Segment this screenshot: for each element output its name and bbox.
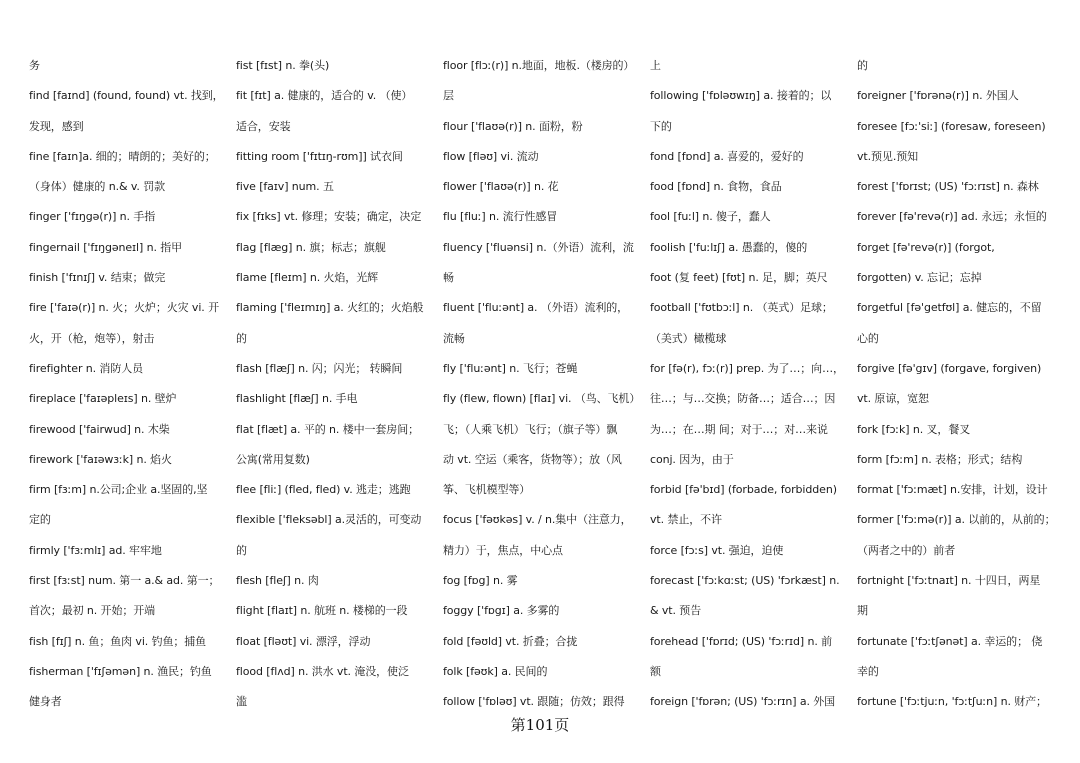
entry-line: 的 — [857, 59, 868, 72]
entry-line: 期 — [857, 604, 868, 618]
entry-line: & vt. 预告 — [650, 604, 702, 618]
entry-line: 务 — [29, 59, 40, 72]
entry-line: follow ['fɒləʊ] vt. 跟随；仿效；跟得 — [443, 695, 625, 709]
entry-line: 心的 — [857, 331, 879, 345]
entry-line: firework ['faɪəwɜːk] n. 焰火 — [29, 452, 172, 466]
entry-line: （身体）健康的 n.& v. 罚款 — [29, 180, 165, 194]
entry-line: five [faɪv] num. 五 — [236, 180, 334, 194]
entry-line: 定的 — [29, 513, 51, 527]
entry-line: form [fɔːm] n. 表格；形式；结构 — [857, 452, 1023, 466]
entry-line: flu [fluː] n. 流行性感冒 — [443, 210, 558, 224]
entry-line: 飞；（人乘飞机）飞行；（旗子等）飘 — [443, 422, 618, 436]
entry-line: forever [fə'revə(r)] ad. 永远；永恒的 — [857, 210, 1047, 224]
entry-line: 的 — [236, 331, 247, 345]
entry-line: flower ['flaʊə(r)] n. 花 — [443, 180, 559, 194]
entry-line: forest ['fɒrɪst; (US) 'fɔːrɪst] n. 森林 — [857, 180, 1039, 194]
entry-line: finger ['fɪŋgə(r)] n. 手指 — [29, 210, 156, 224]
entry-line: 往…；与…交换；防备…；适合…；因 — [650, 392, 836, 406]
entry-line: forbid [fə'bɪd] (forbade, forbidden) — [650, 483, 837, 497]
entry-line: 的 — [236, 543, 247, 557]
entry-line: fond [fɒnd] a. 喜爱的，爱好的 — [650, 149, 804, 163]
entry-line: firefighter n. 消防人员 — [29, 361, 144, 375]
entry-line: fix [fɪks] vt. 修理；安装；确定，决定 — [236, 210, 422, 224]
entry-line: 上 — [650, 59, 661, 72]
entry-line: 下的 — [650, 119, 672, 133]
vocab-column-4 — [650, 51, 857, 718]
entry-line: 筝、飞机模型等） — [443, 483, 531, 497]
entry-line: forehead ['fɒrɪd; (US) 'fɔːrɪd] n. 前 — [650, 634, 833, 648]
entry-line: focus ['fəʊkəs] v. / n.集中（注意力， — [443, 513, 632, 527]
entry-line: fisherman ['fɪʃəmən] n. 渔民；钓鱼 — [29, 664, 212, 678]
vocab-column-1 — [29, 51, 236, 718]
entry-line: firm [fɜːm] n.公司;企业 a.坚固的,坚 — [29, 483, 208, 497]
entry-line: floor [flɔː(r)] n.地面，地板.（楼房的） — [443, 59, 635, 72]
entry-line: flour ['flaʊə(r)] n. 面粉，粉 — [443, 119, 583, 133]
entry-line: first [fɜːst] num. 第一 a.& ad. 第一； — [29, 574, 220, 588]
entry-line: 层 — [443, 89, 454, 103]
entry-line: flash [flæʃ] n. 闪；闪光； 转瞬间 — [236, 361, 403, 375]
entry-line: 健身者 — [29, 695, 62, 709]
entry-line: foolish ['fuːlɪʃ] a. 愚蠢的，傻的 — [650, 240, 808, 254]
entry-line: forgotten) v. 忘记；忘掉 — [857, 271, 982, 285]
entry-line: fortunate ['fɔːtʃənət] a. 幸运的； 侥 — [857, 634, 1043, 648]
entry-line: fortnight ['fɔːtnaɪt] n. 十四日，两星 — [857, 574, 1041, 588]
entry-line: float [fləʊt] vi. 漂浮，浮动 — [236, 634, 371, 648]
entry-line: （美式）橄榄球 — [650, 331, 727, 345]
entry-line: firmly ['fɜːmlɪ] ad. 牢牢地 — [29, 543, 162, 557]
entry-line: fork [fɔːk] n. 叉，餐叉 — [857, 422, 971, 436]
entry-line: football ['fʊtbɔːl] n. （英式）足球； — [650, 301, 833, 315]
vocab-column-3 — [443, 51, 650, 718]
entry-line: 火，开（枪，炮等），射击 — [29, 331, 155, 345]
entry-line: 精力）于，焦点，中心点 — [443, 543, 563, 557]
entry-line: （两者之中的）前者 — [857, 543, 956, 557]
entry-line: flashlight [flæʃ] n. 手电 — [236, 392, 358, 406]
page-number: 第101页 — [510, 716, 570, 734]
entry-line: flat [flæt] a. 平的 n. 楼中一套房间； — [236, 422, 419, 436]
entry-line: fluent ['fluːənt] a. （外语）流利的， — [443, 301, 629, 315]
entry-line: food [fɒnd] n. 食物，食品 — [650, 180, 782, 194]
entry-line: 适合，安装 — [236, 119, 291, 133]
entry-line: flow [fləʊ] vi. 流动 — [443, 149, 539, 163]
entry-line: for [fə(r), fɔː(r)] prep. 为了…；向…， — [650, 361, 844, 375]
vocab-column-2 — [236, 51, 443, 718]
entry-line: foreigner ['fɒrənə(r)] n. 外国人 — [857, 89, 1019, 103]
entry-line: forecast ['fɔːkɑːst; (US) 'fɔrkæst] n. — [650, 574, 840, 588]
entry-line: flight [flaɪt] n. 航班 n. 楼梯的一段 — [236, 604, 408, 618]
entry-line: former ['fɔːmə(r)] a. 以前的，从前的； — [857, 513, 1056, 527]
entry-line: 动 vt. 空运（乘客，货物等）；放（风 — [443, 452, 622, 466]
entry-line: forget [fə'revə(r)] (forgot, — [857, 240, 995, 254]
entry-line: fit [fɪt] a. 健康的，适合的 v. （使） — [236, 89, 413, 103]
entry-line: foreign ['fɒrən; (US) 'fɔːrɪn] a. 外国 — [650, 695, 836, 709]
entry-line: fog [fɒg] n. 雾 — [443, 574, 518, 588]
entry-line: fitting room ['fɪtɪŋ-rʊm]] 试衣间 — [236, 149, 403, 163]
entry-line: flexible ['fleksəbl] a.灵活的，可变动 — [236, 513, 422, 527]
entry-line: fluency ['fluənsi] n.（外语）流利，流 — [443, 240, 634, 254]
entry-line: foot (复 feet) [fʊt] n. 足，脚；英尺 — [650, 271, 828, 285]
entry-line: vt.预见.预知 — [857, 149, 919, 163]
entry-line: fire ['faɪə(r)] n. 火；火炉；火灾 vi. 开 — [29, 301, 219, 315]
entry-line: 流畅 — [443, 331, 465, 345]
entry-line: 公寓(常用复数) — [236, 452, 310, 466]
entry-line: flame [fleɪm] n. 火焰，光辉 — [236, 271, 378, 285]
entry-line: forgive [fə'gɪv] (forgave, forgiven) — [857, 361, 1042, 375]
entry-line: fold [fəʊld] vt. 折叠；合拢 — [443, 634, 578, 648]
entry-line: conj. 因为，由于 — [650, 452, 734, 466]
vocab-column-5 — [857, 51, 1064, 718]
entry-line: fly ['fluːənt] n. 飞行；苍蝇 — [443, 361, 578, 375]
entry-line: fireplace ['faɪəpleɪs] n. 壁炉 — [29, 392, 177, 406]
entry-line: flag [flæg] n. 旗；标志；旗舰 — [236, 240, 386, 254]
entry-line: 滥 — [236, 695, 247, 709]
entry-line: flaming ['fleɪmɪŋ] a. 火红的；火焰般 — [236, 301, 424, 315]
entry-line: fingernail ['fɪŋgəneɪl] n. 指甲 — [29, 240, 183, 254]
entry-line: force [fɔːs] vt. 强迫，迫使 — [650, 543, 784, 557]
entry-line: flee [fliː] (fled, fled) v. 逃走；逃跑 — [236, 483, 411, 497]
entry-line: vt. 禁止，不许 — [650, 513, 722, 527]
entry-line: forgetful [fə'getfʊl] a. 健忘的，不留 — [857, 301, 1042, 315]
entry-line: 幸的 — [857, 664, 879, 678]
entry-line: following ['fɒləʊwɪŋ] a. 接着的；以 — [650, 89, 832, 103]
entry-line: fish [fɪʃ] n. 鱼；鱼肉 vi. 钓鱼；捕鱼 — [29, 634, 207, 648]
entry-line: 额 — [650, 664, 661, 678]
entry-line: finish ['fɪnɪʃ] v. 结束；做完 — [29, 271, 166, 285]
entry-line: fine [faɪn]a. 细的；晴朗的；美好的； — [29, 149, 216, 163]
entry-line: 首次；最初 n. 开始；开端 — [29, 604, 156, 618]
entry-line: fortune ['fɔːtjuːn, 'fɔːtʃuːn] n. 财产； — [857, 695, 1047, 709]
vocabulary-columns — [29, 51, 1059, 718]
entry-line: flood [flʌd] n. 洪水 vt. 淹没，使泛 — [236, 664, 409, 678]
entry-line: vt. 原谅，宽恕 — [857, 392, 929, 406]
entry-line: 发现，感到 — [29, 119, 84, 133]
entry-line: foresee [fɔː'siː] (foresaw, foreseen) — [857, 119, 1046, 133]
entry-line: flesh [fleʃ] n. 肉 — [236, 574, 319, 588]
entry-line: firewood ['fairwud] n. 木柴 — [29, 422, 170, 436]
entry-line: fool [fuːl] n. 傻子，蠢人 — [650, 210, 771, 224]
entry-line: fist [fɪst] n. 拳(头) — [236, 59, 330, 72]
entry-line: foggy ['fɒgɪ] a. 多雾的 — [443, 604, 560, 618]
entry-line: format ['fɔːmæt] n.安排，计划，设计 — [857, 483, 1048, 497]
entry-line: 畅 — [443, 271, 454, 285]
entry-line: find [faɪnd] (found, found) vt. 找到， — [29, 89, 224, 103]
entry-line: fly (flew, flown) [flaɪ] vi. （鸟、飞机） — [443, 392, 641, 406]
entry-line: folk [fəʊk] a. 民间的 — [443, 664, 548, 678]
entry-line: 为…；在…期 间；对于…；对…来说 — [650, 422, 828, 436]
